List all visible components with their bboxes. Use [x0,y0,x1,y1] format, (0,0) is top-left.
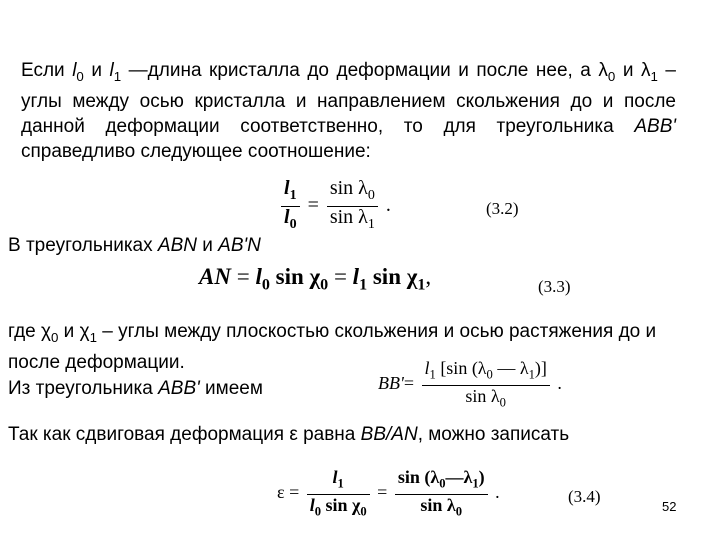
equation-number-3-4: (3.4) [568,487,601,506]
paragraph-triangles: В треугольниках ABN и AB'N [8,235,261,256]
fraction-sin-diff: $\frac{\sin (\lambda_0—\lambda_1)}{\sin \lambda_0}$ [395,467,488,521]
page-number: 52 [662,499,677,514]
paragraph-chi-angles: где $\chi_0$ и $\chi_1$ – углы между плоскостью скольжения и осью растяжения до и после деформации. [8,321,657,373]
equation-3-4: ε = $\frac{l_1}{l_0 \sin \chi_0}$ = $\frac{\sin (\lambda_0—\lambda_1)}{\sin \lambda_0}$ . [277,467,500,521]
equation-number-3-2: (3.2) [486,199,519,218]
equation-number-3-3: (3.3) [538,277,571,296]
equation-3-2: $\frac{l_1}{l_0}$ = $\frac{\sin \lambda_0}{\sin \lambda_1}$ . [278,178,391,235]
paragraph-shear: Так как сдвиговая деформация ε равна BB/AN, можно записать [8,424,570,445]
fraction-bb: $\frac{l_1 [\sin (\lambda_0 — \lambda_1)]}{\sin \lambda_0}$ [422,358,550,412]
fraction-sin-lambda: $\frac{\sin \lambda_0}{\sin \lambda_1}$ [327,178,378,235]
equation-bb: BB'= $\frac{l_1 [\sin (\lambda_0 — \lambda_1)]}{\sin \lambda_0}$ . [378,358,562,412]
equation-3-3: AN = $l_0$ $\sin \chi_0 = l_1$ $\sin \chi_1$, [199,264,432,294]
fraction-l1-l0sin: $\frac{l_1}{l_0 \sin \chi_0}$ [307,467,370,521]
fraction-l1-l0: $\frac{l_1}{l_0}$ [281,178,300,235]
paragraph-intro: Если $l_0$ и $l_1$ —длина кристалла до деформации и после нее, а $\lambda_0$ и $\lambda_1$ – углы между осью кристалла и направлением скольжения до и после данной деформации соответственно, то для треугольника ABB' справедливо следующее соотношение: [21,60,676,162]
paragraph-abb: Из треугольника ABB' имеем [8,378,263,399]
